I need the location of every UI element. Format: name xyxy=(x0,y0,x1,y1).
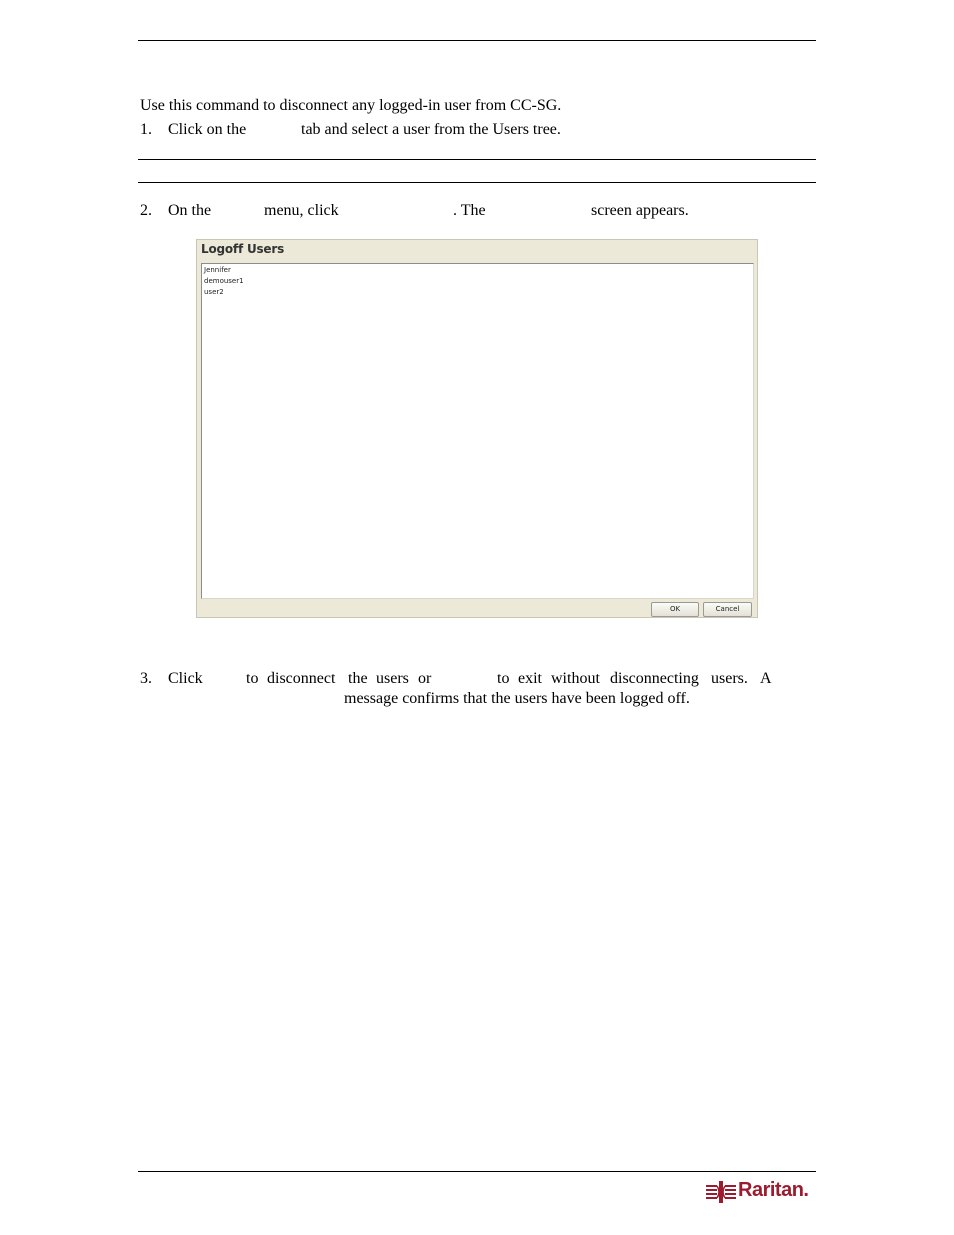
step-3-word: to xyxy=(497,670,510,687)
list-item[interactable]: user2 xyxy=(204,288,224,296)
step-1-text-a: Click on the xyxy=(168,121,247,138)
step-3-number: 3. xyxy=(140,670,152,687)
logo-wordmark: Raritan. xyxy=(738,1179,809,1201)
user-list[interactable] xyxy=(201,263,754,599)
logoff-users-dialog xyxy=(196,239,758,618)
cancel-button[interactable]: Cancel xyxy=(703,602,752,617)
header-rule xyxy=(138,40,816,41)
list-item[interactable]: demouser1 xyxy=(204,277,244,285)
step-3-word: disconnecting xyxy=(610,670,699,687)
step-3-word: to xyxy=(246,670,259,687)
step-3-word: A xyxy=(760,670,772,687)
step-2-text-b: menu, click xyxy=(264,202,339,219)
ok-button[interactable]: OK xyxy=(651,602,699,617)
step-3-word: or xyxy=(418,670,432,687)
step-3-word: users. xyxy=(711,670,748,687)
step-3-word: exit xyxy=(518,670,542,687)
step-3-word: the xyxy=(348,670,368,687)
note-rule-top xyxy=(138,159,816,160)
intro-text: Use this command to disconnect any logged-in user from CC-SG. xyxy=(140,97,562,114)
list-item[interactable]: Jennifer xyxy=(204,266,231,274)
step-3-text-line2: message confirms that the users have been logged off. xyxy=(344,690,690,707)
step-3-word: Click xyxy=(168,670,203,687)
note-rule-bottom xyxy=(138,182,816,183)
step-2-number: 2. xyxy=(140,202,152,219)
step-3-word: without xyxy=(551,670,600,687)
step-2-text-c: . The xyxy=(453,202,486,219)
step-2-text-d: screen appears. xyxy=(591,202,689,219)
raritan-logo xyxy=(706,1180,812,1204)
step-3-word: users xyxy=(376,670,409,687)
step-3-word: disconnect xyxy=(267,670,336,687)
step-2-text-a: On the xyxy=(168,202,212,219)
footer-rule xyxy=(138,1171,816,1172)
step-1-text-b: tab and select a user from the Users tree. xyxy=(301,121,561,138)
step-1-number: 1. xyxy=(140,121,152,138)
dialog-title: Logoff Users xyxy=(201,242,285,256)
raritan-emblem-icon xyxy=(706,1181,736,1203)
